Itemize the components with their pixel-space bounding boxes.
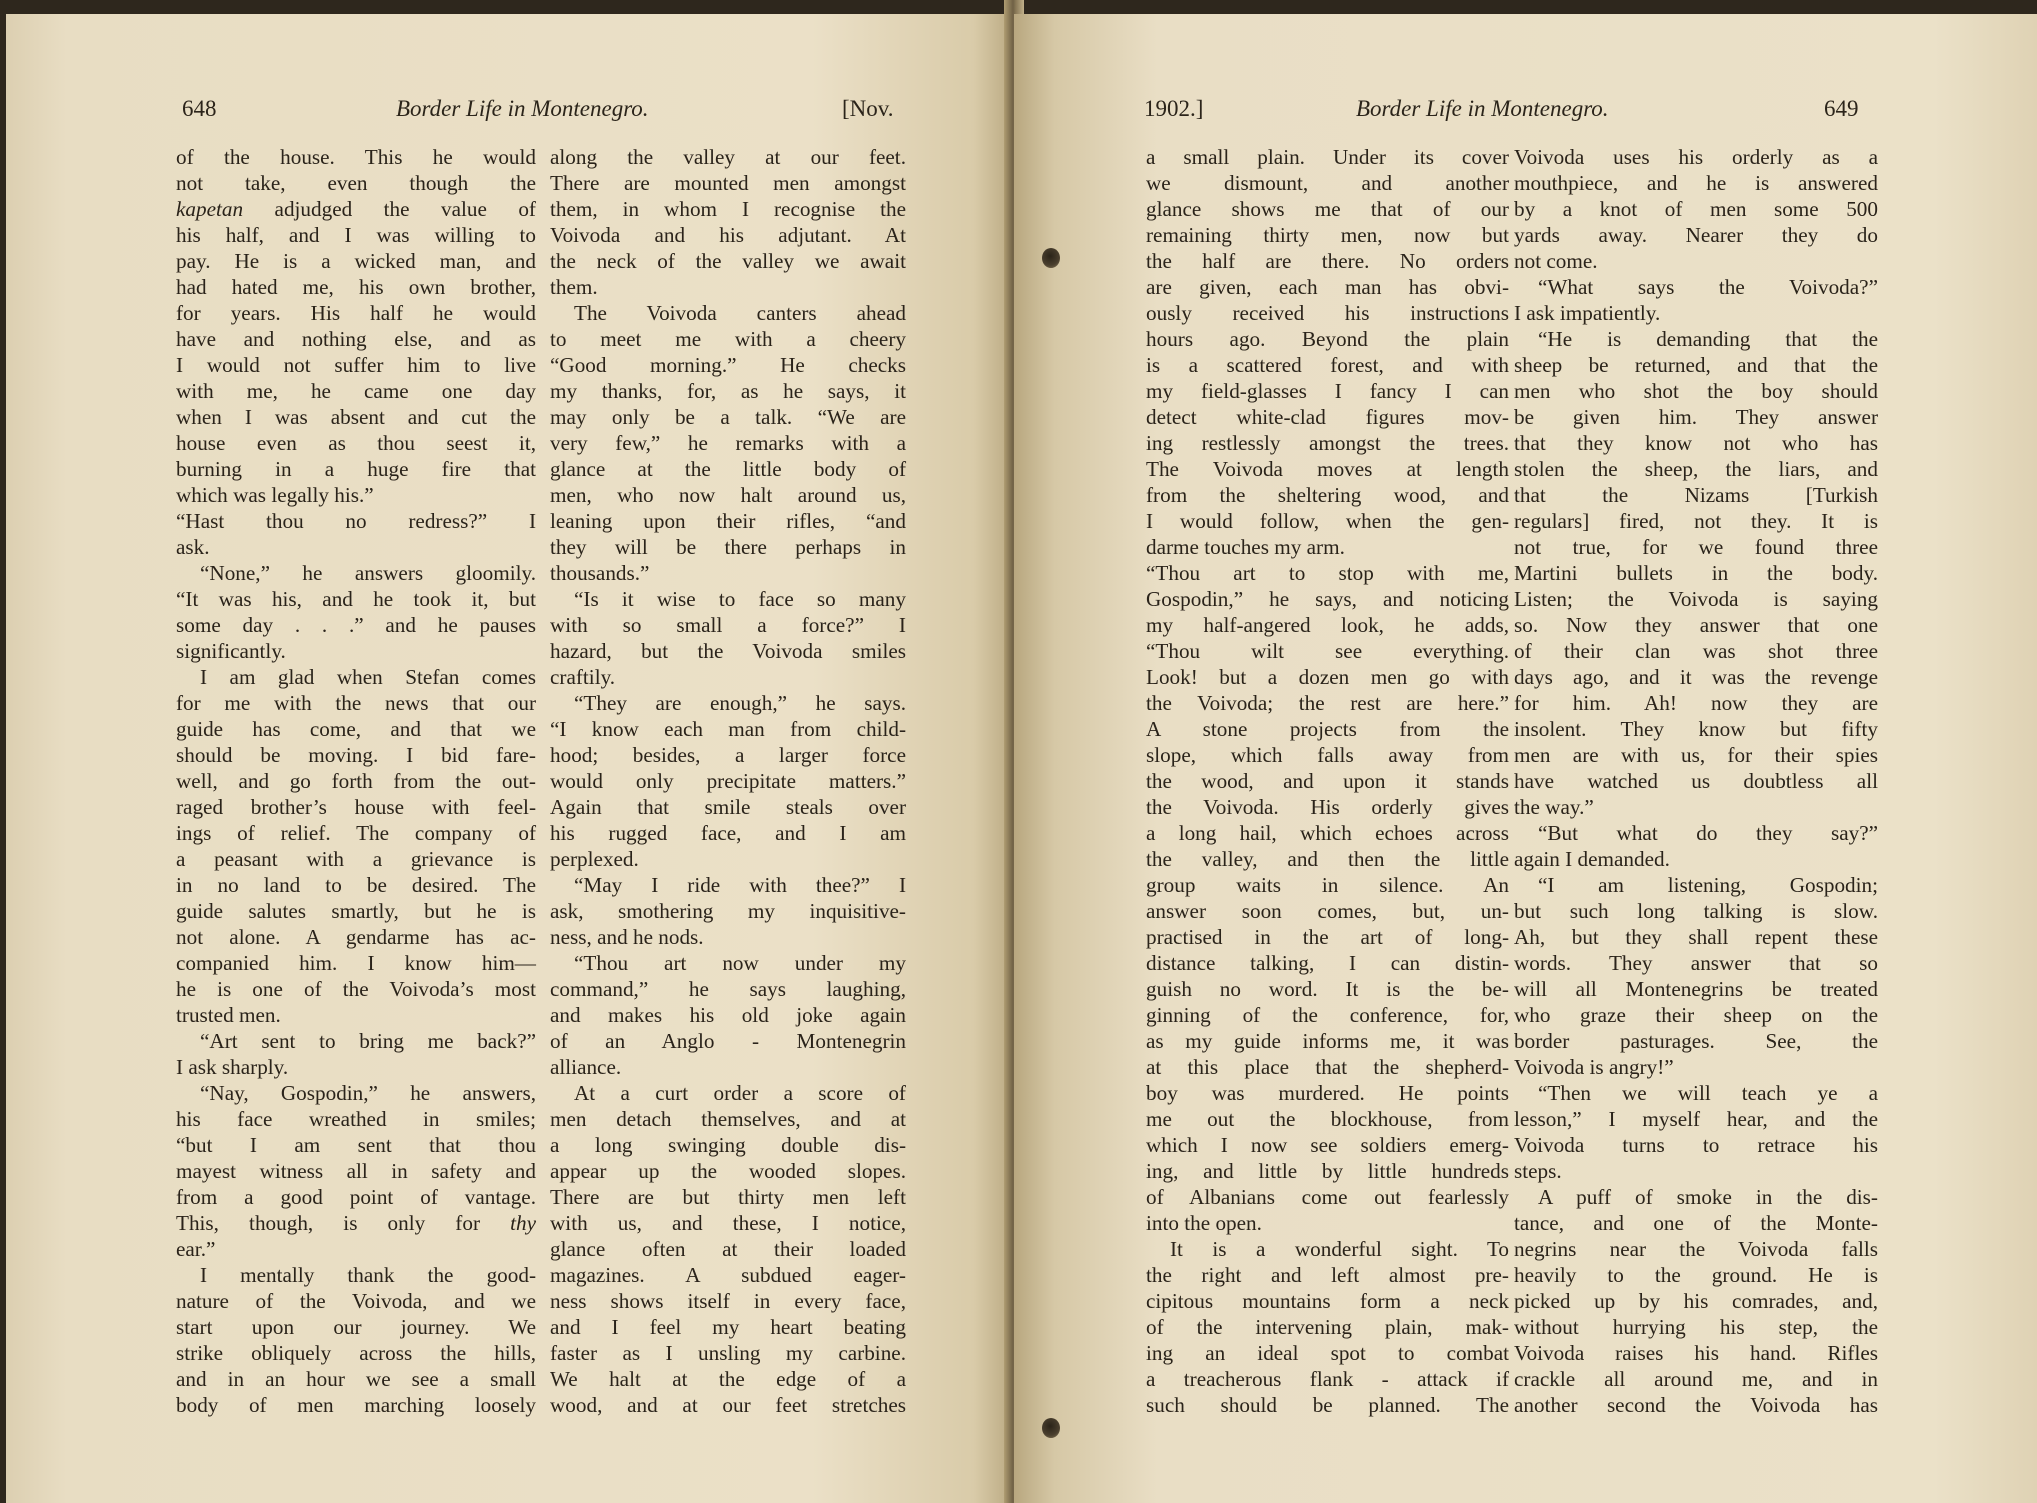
text-line: guide salutes smartly, but he is [176, 899, 536, 923]
text-line: are given, each man has obvi- [1146, 275, 1509, 299]
text-line: from the sheltering wood, and [1146, 483, 1509, 507]
text-line: “I am listening, Gospodin; [1538, 873, 1878, 897]
text-line: negrins near the Voivoda falls [1514, 1237, 1878, 1261]
text-line: appear up the wooded slopes. [550, 1159, 906, 1183]
text-line: Voivoda and his adjutant. At [550, 223, 906, 247]
text-line: answer soon comes, but, un- [1146, 899, 1509, 923]
text-line: insolent. They know but fifty [1514, 717, 1878, 741]
left-page-number: 648 [182, 96, 217, 121]
text-line: There are but thirty men left [550, 1185, 906, 1209]
text-line: men detach themselves, and at [550, 1107, 906, 1131]
right-running-mark: 1902.] [1144, 96, 1204, 121]
text-line: another second the Voivoda has [1514, 1393, 1878, 1417]
text-line: ear.” [176, 1237, 216, 1261]
text-line: along the valley at our feet. [550, 145, 906, 169]
text-line: Again that smile steals over [550, 795, 906, 819]
text-line: again I demanded. [1514, 847, 1670, 871]
text-line: crackle all around me, and in [1514, 1367, 1878, 1391]
text-line: I would not suffer him to live [176, 353, 536, 377]
text-line: of the intervening plain, mak- [1146, 1315, 1509, 1339]
text-line: Ah, but they shall repent these [1514, 925, 1878, 949]
text-line: the valley, and then the little [1146, 847, 1509, 871]
text-line: “Hast thou no redress?” I [176, 509, 536, 533]
text-line: “May I ride with thee?” I [574, 873, 906, 897]
text-line: they will be there perhaps in [550, 535, 906, 559]
text-line: mayest witness all in safety and [176, 1159, 536, 1183]
text-line: at this place that the shepherd- [1146, 1055, 1509, 1079]
text-line: glance often at their loaded [550, 1237, 906, 1261]
right-running-head [1014, 96, 2037, 136]
text-line: very few,” he remarks with a [550, 431, 906, 455]
text-line: darme touches my arm. [1146, 535, 1345, 559]
text-line: significantly. [176, 639, 286, 663]
text-line: “But what do they say?” [1538, 821, 1878, 845]
text-line: Look! but a dozen men go with [1146, 665, 1509, 689]
text-line: A stone projects from the [1146, 717, 1509, 741]
text-line: when I was absent and cut the [176, 405, 536, 429]
text-line: glance shows me that of our [1146, 197, 1509, 221]
text-line: that the Nizams [Turkish [1514, 483, 1878, 507]
text-line: so. Now they answer that one [1514, 613, 1878, 637]
text-line: in no land to be desired. The [176, 873, 536, 897]
text-line: my thanks, for, as he says, it [550, 379, 906, 403]
text-line: a long hail, which echoes across [1146, 821, 1509, 845]
text-line: glance at the little body of [550, 457, 906, 481]
text-line: have and nothing else, and as [176, 327, 536, 351]
text-line: lesson,” I myself hear, and the [1514, 1107, 1878, 1131]
text-line: the neck of the valley we await [550, 249, 906, 273]
text-line: with so small a force?” I [550, 613, 906, 637]
text-line: the Voivoda. His orderly gives [1146, 795, 1509, 819]
text-line: ing an ideal spot to combat [1146, 1341, 1509, 1365]
text-line: strike obliquely across the hills, [176, 1341, 536, 1365]
text-line: “Good morning.” He checks [550, 353, 906, 377]
text-line: “Is it wise to face so many [574, 587, 906, 611]
text-line: wood, and at our feet stretches [550, 1393, 906, 1417]
text-line: “Nay, Gospodin,” he answers, [200, 1081, 536, 1105]
text-line: body of men marching loosely [176, 1393, 536, 1417]
text-line: men who shot the boy should [1514, 379, 1878, 403]
text-line: Voivoda uses his orderly as a [1514, 145, 1878, 169]
right-column-2 [1514, 144, 1878, 1418]
text-line: the wood, and upon it stands [1146, 769, 1509, 793]
text-line: may only be a talk. “We are [550, 405, 906, 429]
text-line: ask, smothering my inquisitive- [550, 899, 906, 923]
text-line: that they know not who has [1514, 431, 1878, 455]
text-line: Listen; the Voivoda is saying [1514, 587, 1878, 611]
text-line: days ago, and it was the revenge [1514, 665, 1878, 689]
text-line: kapetan adjudged the value of [176, 197, 536, 221]
text-line: sheep be returned, and that the [1514, 353, 1878, 377]
text-line: for him. Ah! now they are [1514, 691, 1878, 715]
text-line: ness, and he nods. [550, 925, 704, 949]
text-line: men, who now halt around us, [550, 483, 906, 507]
text-line: detect white-clad figures mov- [1146, 405, 1509, 429]
text-line: the way.” [1514, 795, 1594, 819]
text-line: “but I am sent that thou [176, 1133, 536, 1157]
text-line: ing, and little by little hundreds [1146, 1159, 1509, 1183]
text-line: Gospodin,” he says, and noticing [1146, 587, 1509, 611]
text-line: the Voivoda; the rest are here.” [1146, 691, 1509, 715]
text-line: and I feel my heart beating [550, 1315, 906, 1339]
text-line: practised in the art of long- [1146, 925, 1509, 949]
text-line: I am glad when Stefan comes [200, 665, 536, 689]
text-line: A puff of smoke in the dis- [1538, 1185, 1878, 1209]
text-line: he is one of the Voivoda’s most [176, 977, 536, 1001]
text-line: to meet me with a cheery [550, 327, 906, 351]
text-line: “Thou art now under my [574, 951, 906, 975]
text-line: distance talking, I can distin- [1146, 951, 1509, 975]
text-line: be given him. They answer [1514, 405, 1878, 429]
text-line: and in an hour we see a small [176, 1367, 536, 1391]
text-line: stolen the sheep, the liars, and [1514, 457, 1878, 481]
text-line: words. They answer that so [1514, 951, 1878, 975]
text-line: I ask impatiently. [1514, 301, 1661, 325]
text-line: hours ago. Beyond the plain [1146, 327, 1509, 351]
text-line: command,” he says laughing, [550, 977, 906, 1001]
text-line: with us, and these, I notice, [550, 1211, 906, 1235]
text-line: border pasturages. See, the [1514, 1029, 1878, 1053]
text-line: perplexed. [550, 847, 639, 871]
text-line: “Art sent to bring me back?” [200, 1029, 536, 1053]
text-line: well, and go forth from the out- [176, 769, 536, 793]
text-line: tance, and one of the Monte- [1514, 1211, 1878, 1235]
right-running-title: Border Life in Montenegro. [1356, 96, 1609, 121]
text-line: companied him. I know him— [176, 951, 536, 975]
text-line: we dismount, and another [1146, 171, 1509, 195]
left-running-head [6, 96, 1014, 136]
right-column-1 [1146, 144, 1509, 1418]
text-line: ginning of the conference, for, [1146, 1003, 1509, 1027]
text-line: hazard, but the Voivoda smiles [550, 639, 906, 663]
text-line: by a knot of men some 500 [1514, 197, 1878, 221]
text-line: a small plain. Under its cover [1146, 145, 1509, 169]
text-line: a treacherous flank - attack if [1146, 1367, 1509, 1391]
text-line: regulars] fired, not they. It is [1514, 509, 1878, 533]
text-line: The Voivoda moves at length [1146, 457, 1509, 481]
text-line: them. [550, 275, 598, 299]
text-line: The Voivoda canters ahead [574, 301, 906, 325]
text-line: At a curt order a score of [574, 1081, 906, 1105]
text-line: house even as thou seest it, [176, 431, 536, 455]
text-line: Martini bullets in the body. [1514, 561, 1878, 585]
text-line: “They are enough,” he says. [574, 691, 906, 715]
text-line: mouthpiece, and he is answered [1514, 171, 1878, 195]
text-line: There are mounted men amongst [550, 171, 906, 195]
text-line: such should be planned. The [1146, 1393, 1509, 1417]
text-line: men are with us, for their spies [1514, 743, 1878, 767]
text-line: and makes his old joke again [550, 1003, 906, 1027]
text-line: with me, he came one day [176, 379, 536, 403]
text-line: heavily to the ground. He is [1514, 1263, 1878, 1287]
text-line: my field-glasses I fancy I can [1146, 379, 1509, 403]
text-line: guide has come, and that we [176, 717, 536, 741]
text-line: which was legally his.” [176, 483, 374, 507]
text-line: should be moving. I bid fare- [176, 743, 536, 767]
left-column-2 [550, 144, 906, 1418]
text-line: “None,” he answers gloomily. [200, 561, 536, 585]
text-line: of their clan was shot three [1514, 639, 1878, 663]
text-line: of Albanians come out fearlessly [1146, 1185, 1509, 1209]
binding-hole-top [1042, 248, 1060, 268]
text-line: without hurrying his step, the [1514, 1315, 1878, 1339]
text-line: leaning upon their rifles, “and [550, 509, 906, 533]
text-line: ness shows itself in every face, [550, 1289, 906, 1313]
text-line: magazines. A subdued eager- [550, 1263, 906, 1287]
text-line: which I now see soldiers emerg- [1146, 1133, 1509, 1157]
text-line: Voivoda turns to retrace his [1514, 1133, 1878, 1157]
text-line: of an Anglo - Montenegrin [550, 1029, 906, 1053]
left-page [6, 14, 1014, 1503]
text-line: not true, for we found three [1514, 535, 1878, 559]
text-line: his face wreathed in smiles; [176, 1107, 536, 1131]
text-line: faster as I unsling my carbine. [550, 1341, 906, 1365]
right-page-number: 649 [1824, 96, 1859, 121]
text-line: pay. He is a wicked man, and [176, 249, 536, 273]
text-line: steps. [1514, 1159, 1562, 1183]
text-line: guish no word. It is the be- [1146, 977, 1509, 1001]
text-line: trusted men. [176, 1003, 281, 1027]
text-line: for years. His half he would [176, 301, 536, 325]
text-line: I ask sharply. [176, 1055, 289, 1079]
text-line: picked up by his comrades, and, [1514, 1289, 1878, 1313]
text-line: had hated me, his own brother, [176, 275, 536, 299]
text-line: for me with the news that our [176, 691, 536, 715]
text-line: alliance. [550, 1055, 622, 1079]
text-line: not alone. A gendarme has ac- [176, 925, 536, 949]
text-line: of the house. This he would [176, 145, 536, 169]
text-line: yards away. Nearer they do [1514, 223, 1878, 247]
text-line: cipitous mountains form a neck [1146, 1289, 1509, 1313]
text-line: “Then we will teach ye a [1538, 1081, 1878, 1105]
text-line: the half are there. No orders [1146, 249, 1509, 273]
text-line: but such long talking is slow. [1514, 899, 1878, 923]
text-line: not come. [1514, 249, 1598, 273]
binding-hole-bottom [1042, 1418, 1060, 1438]
text-line: hood; besides, a larger force [550, 743, 906, 767]
left-running-title: Border Life in Montenegro. [396, 96, 649, 121]
text-line: would only precipitate matters.” [550, 769, 906, 793]
text-line: ously received his instructions [1146, 301, 1509, 325]
text-line: It is a wonderful sight. To [1170, 1237, 1509, 1261]
text-line: I would follow, when the gen- [1146, 509, 1509, 533]
text-line: his rugged face, and I am [550, 821, 906, 845]
text-line: “He is demanding that the [1538, 327, 1878, 351]
text-line: “Thou art to stop with me, [1146, 561, 1509, 585]
text-line: Voivoda raises his hand. Rifles [1514, 1341, 1878, 1365]
text-line: the right and left almost pre- [1146, 1263, 1509, 1287]
text-line: his half, and I was willing to [176, 223, 536, 247]
text-line: a peasant with a grievance is [176, 847, 536, 871]
text-line: start upon our journey. We [176, 1315, 536, 1339]
text-line: ings of relief. The company of [176, 821, 536, 845]
text-line: as my guide informs me, it was [1146, 1029, 1509, 1053]
text-line: who graze their sheep on the [1514, 1003, 1878, 1027]
left-running-mark: [Nov. [842, 96, 894, 121]
text-line: craftily. [550, 665, 616, 689]
text-line: not take, even though the [176, 171, 536, 195]
right-page [1014, 14, 2037, 1503]
text-line: This, though, is only for thy [176, 1211, 536, 1235]
text-line: is a scattered forest, and with [1146, 353, 1509, 377]
text-line: a long swinging double dis- [550, 1133, 906, 1157]
text-line: burning in a huge fire that [176, 457, 536, 481]
text-line: me out the blockhouse, from [1146, 1107, 1509, 1131]
text-line: “Thou wilt see everything. [1146, 639, 1509, 663]
text-line: have watched us doubtless all [1514, 769, 1878, 793]
text-line: slope, which falls away from [1146, 743, 1509, 767]
text-line: “It was his, and he took it, but [176, 587, 536, 611]
text-line: thousands.” [550, 561, 650, 585]
text-line: “I know each man from child- [550, 717, 906, 741]
text-line: Voivoda is angry!” [1514, 1055, 1674, 1079]
text-line: group waits in silence. An [1146, 873, 1509, 897]
text-line: I mentally thank the good- [200, 1263, 536, 1287]
left-column-1 [176, 144, 536, 1418]
text-line: them, in whom I recognise the [550, 197, 906, 221]
text-line: will all Montenegrins be treated [1514, 977, 1878, 1001]
text-line: into the open. [1146, 1211, 1262, 1235]
text-line: some day . . .” and he pauses [176, 613, 536, 637]
text-line: from a good point of vantage. [176, 1185, 536, 1209]
text-line: We halt at the edge of a [550, 1367, 906, 1391]
text-line: my half-angered look, he adds, [1146, 613, 1509, 637]
text-line: ing restlessly amongst the trees. [1146, 431, 1509, 455]
text-line: raged brother’s house with feel- [176, 795, 536, 819]
text-line: “What says the Voivoda?” [1538, 275, 1878, 299]
text-line: ask. [176, 535, 210, 559]
text-line: remaining thirty men, now but [1146, 223, 1509, 247]
text-line: boy was murdered. He points [1146, 1081, 1509, 1105]
text-line: nature of the Voivoda, and we [176, 1289, 536, 1313]
